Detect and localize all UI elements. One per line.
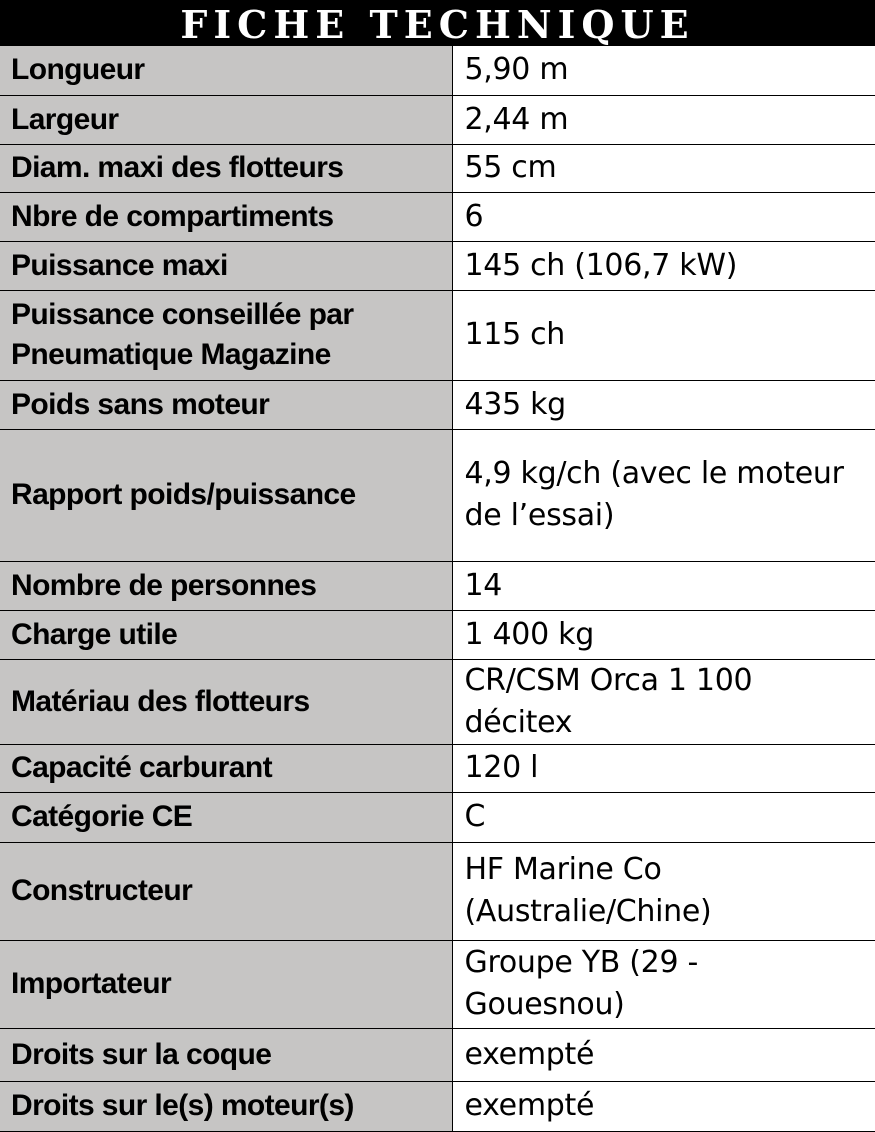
spec-label: Nbre de compartiments <box>0 192 452 241</box>
spec-title: FICHE TECHNIQUE <box>0 0 875 46</box>
spec-label: Largeur <box>0 95 452 144</box>
spec-label: Longueur <box>0 46 452 95</box>
spec-row <box>0 561 875 610</box>
spec-value: 55 cm <box>452 144 875 192</box>
spec-value: 2,44 m <box>452 95 875 144</box>
spec-row <box>0 940 875 1028</box>
spec-label: Droits sur la coque <box>0 1028 452 1081</box>
spec-value: 120 l <box>452 744 875 792</box>
spec-table <box>0 46 875 1132</box>
spec-label: Charge utile <box>0 610 452 659</box>
spec-label: Diam. maxi des flotteurs <box>0 144 452 192</box>
spec-value: 5,90 m <box>452 46 875 95</box>
spec-row <box>0 1081 875 1131</box>
spec-row <box>0 192 875 241</box>
spec-row <box>0 241 875 290</box>
spec-row <box>0 842 875 940</box>
spec-row <box>0 290 875 380</box>
spec-value: HF Marine Co (Australie/Chine) <box>452 842 875 940</box>
spec-row <box>0 792 875 842</box>
spec-label: Puissance maxi <box>0 241 452 290</box>
spec-label: Rapport poids/puissance <box>0 429 452 561</box>
spec-value: CR/CSM Orca 1 100 décitex <box>452 659 875 744</box>
spec-row <box>0 144 875 192</box>
spec-value: exempté <box>452 1028 875 1081</box>
spec-label: Importateur <box>0 940 452 1028</box>
spec-row <box>0 429 875 561</box>
spec-value: Groupe YB (29 - Gouesnou) <box>452 940 875 1028</box>
spec-row <box>0 1028 875 1081</box>
spec-row <box>0 95 875 144</box>
spec-value: 145 ch (106,7 kW) <box>452 241 875 290</box>
spec-value: 115 ch <box>452 290 875 380</box>
spec-value: C <box>452 792 875 842</box>
spec-row <box>0 659 875 744</box>
spec-label: Matériau des flotteurs <box>0 659 452 744</box>
spec-label: Capacité carburant <box>0 744 452 792</box>
spec-label: Puissance conseillée par Pneumatique Magazine <box>0 290 452 380</box>
spec-value: 6 <box>452 192 875 241</box>
spec-row <box>0 380 875 429</box>
spec-value: 14 <box>452 561 875 610</box>
spec-row <box>0 46 875 95</box>
spec-label: Poids sans moteur <box>0 380 452 429</box>
spec-label: Droits sur le(s) moteur(s) <box>0 1081 452 1131</box>
spec-row <box>0 610 875 659</box>
spec-value: 1 400 kg <box>452 610 875 659</box>
spec-value: 4,9 kg/ch (avec le moteur de l’essai) <box>452 429 875 561</box>
spec-label: Constructeur <box>0 842 452 940</box>
spec-value: exempté <box>452 1081 875 1131</box>
spec-row <box>0 744 875 792</box>
spec-value: 435 kg <box>452 380 875 429</box>
spec-label: Catégorie CE <box>0 792 452 842</box>
spec-label: Nombre de personnes <box>0 561 452 610</box>
